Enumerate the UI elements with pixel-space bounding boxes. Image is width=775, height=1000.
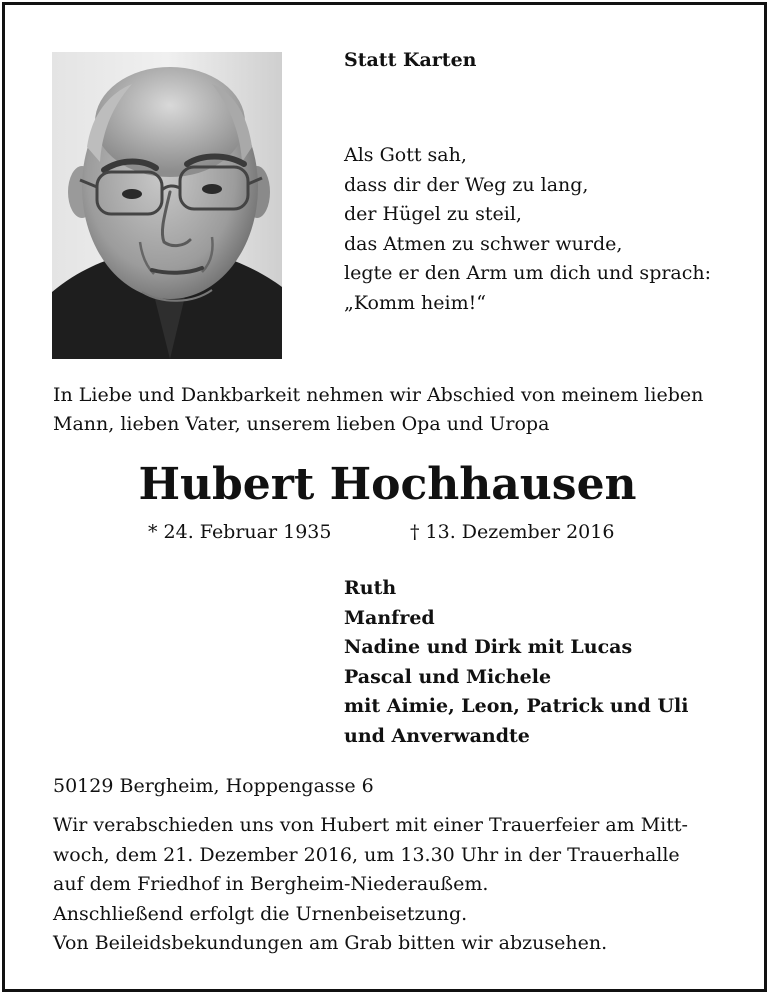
portrait-illustration (52, 52, 282, 359)
mourner-line: mit Aimie, Leon, Patrick und Uli (344, 695, 689, 718)
intro-line: Mann, lieben Vater, unserem lieben Opa und Uropa (53, 413, 550, 435)
mourner-line: Manfred (344, 606, 435, 629)
funeral-details-line: Anschließend erfolgt die Urnenbeisetzung. (53, 902, 468, 925)
mourner-line: Pascal und Michele (344, 665, 552, 688)
poem (344, 141, 711, 319)
mourner-line: und Anverwandte (344, 724, 530, 747)
funeral-details-line: Wir verabschieden uns von Hubert mit einer Trauerfeier am Mitt- (53, 814, 688, 836)
poem-line: legte er den Arm um dich und sprach: (344, 262, 712, 285)
poem-line: „Komm heim!“ (344, 291, 486, 314)
death-date: † 13. Dezember 2016 (410, 521, 615, 543)
funeral-details (53, 811, 733, 959)
intro-text (53, 381, 753, 439)
statt-karten-heading: Statt Karten (344, 49, 477, 71)
funeral-details-line: auf dem Friedhof in Bergheim-Niederaußem. (53, 873, 489, 896)
poem-line: der Hügel zu steil, (344, 203, 522, 226)
poem-line: dass dir der Weg zu lang, (344, 173, 589, 196)
deceased-name: Hubert Hochhausen (138, 459, 637, 510)
funeral-details-line: Von Beileidsbekundungen am Grab bitten wir abzusehen. (53, 932, 608, 955)
poem-line: das Atmen zu schwer wurde, (344, 232, 623, 255)
funeral-details-line: woch, dem 21. Dezember 2016, um 13.30 Uhr in der Trauerhalle (53, 843, 680, 866)
mourner-line: Nadine und Dirk mit Lucas (344, 636, 633, 659)
address: 50129 Bergheim, Hoppengasse 6 (53, 775, 374, 797)
poem-line: Als Gott sah, (344, 144, 467, 166)
portrait-photo (52, 52, 282, 359)
mourner-line: Ruth (344, 577, 397, 599)
intro-line: In Liebe und Dankbarkeit nehmen wir Abschied von meinem lieben (53, 384, 704, 406)
birth-date: * 24. Februar 1935 (148, 521, 332, 543)
mourners-list (344, 574, 688, 752)
